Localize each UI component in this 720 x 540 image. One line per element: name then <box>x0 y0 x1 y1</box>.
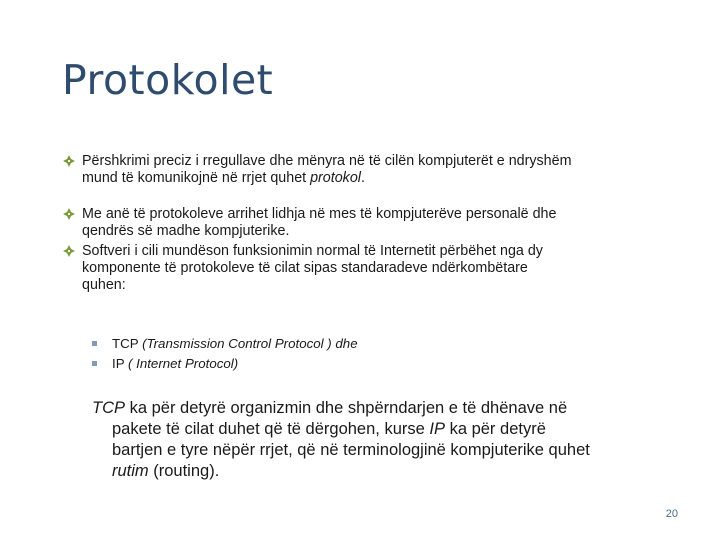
sub-bullet-list <box>92 334 358 374</box>
protocol-acronym: TCP <box>112 336 143 351</box>
bullet-line: . <box>360 170 365 186</box>
paragraph-line <box>92 419 672 440</box>
protocol-acronym: IP <box>112 356 129 371</box>
protocol-name: ( Internet Protocol) <box>128 356 239 371</box>
bullet-line: qendrës së madhe kompjuterike. <box>82 223 290 239</box>
protocol-name: (Transmission Control Protocol ) dhe <box>142 336 358 351</box>
bullet-item <box>62 206 662 240</box>
diamond-bullet-icon <box>62 154 76 168</box>
bullet-item <box>62 243 662 294</box>
paragraph-line <box>92 461 672 482</box>
sub-bullet-item <box>92 354 358 374</box>
bullet-item <box>62 153 662 187</box>
bullet-line: mund të komunikojnë në rrjet quhet <box>82 170 311 186</box>
emphasis: IP <box>429 420 445 438</box>
diamond-bullet-icon <box>62 207 76 221</box>
paragraph-text: pakete të cilat duhet që të dërgohen, kurse <box>112 420 430 438</box>
diamond-bullet-icon <box>62 244 76 258</box>
emphasis: TCP <box>92 399 125 417</box>
slide-title: Protokolet <box>62 56 274 104</box>
square-bullet-icon <box>92 341 97 346</box>
paragraph-line <box>92 398 672 419</box>
paragraph-text: ka për detyrë organizmin dhe shpërndarjen e të dhënave në <box>125 399 568 417</box>
sub-bullet-item <box>92 334 358 354</box>
explanation-paragraph <box>92 398 672 482</box>
bullet-line: Përshkrimi preciz i rregullave dhe mënyra në të cilën kompjuterët e ndryshëm <box>82 153 572 169</box>
paragraph-text: ka për detyrë <box>444 420 546 438</box>
paragraph-text: (routing). <box>148 462 220 480</box>
paragraph-line: bartjen e tyre nëpër rrjet, që në terminologjinë kompjuterike quhet <box>112 441 590 459</box>
bullet-line: Softveri i cili mundëson funksionimin normal të Internetit përbëhet nga dy <box>82 243 543 259</box>
bullet-line: Me anë të protokoleve arrihet lidhja në mes të kompjuterëve personalë dhe <box>82 206 557 222</box>
emphasis: rutim <box>112 462 149 480</box>
bullet-list <box>62 153 662 294</box>
bullet-line: quhen: <box>82 277 126 293</box>
bullet-line: komponente të protokoleve të cilat sipas standaradeve ndërkombëtare <box>82 260 528 276</box>
bullet-emphasis: protokol <box>310 170 361 186</box>
page-number: 20 <box>665 508 678 520</box>
square-bullet-icon <box>92 361 97 366</box>
